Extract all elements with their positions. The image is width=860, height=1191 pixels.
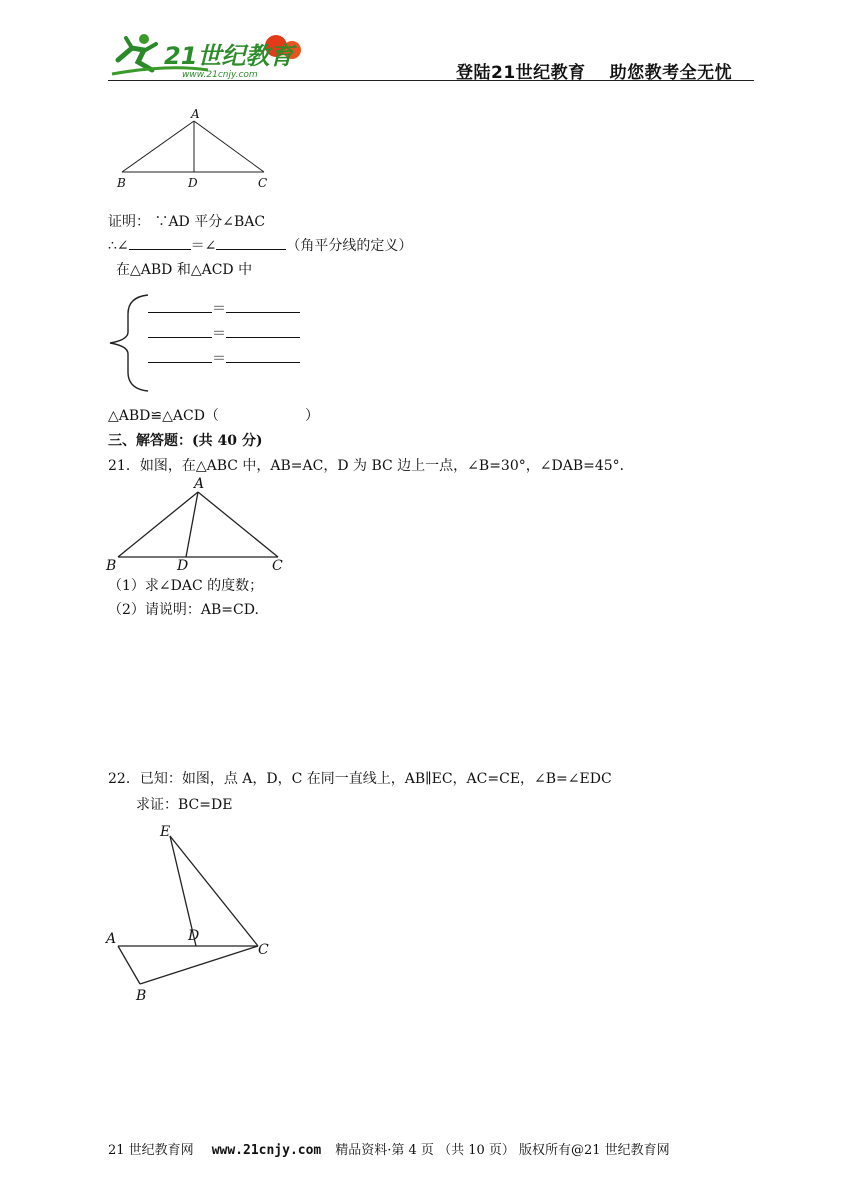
label-e: E bbox=[160, 824, 171, 840]
label-a: A bbox=[106, 931, 117, 947]
figure-triangle-abd bbox=[112, 106, 282, 196]
site-logo bbox=[108, 30, 308, 80]
footer-info: 精品资料·第 4 页 （共 10 页） 版权所有@21 世纪教育网 bbox=[335, 1143, 670, 1158]
label-b: B bbox=[106, 558, 117, 574]
q22-prove: 求证：BC=DE bbox=[136, 797, 233, 813]
figure-q21 bbox=[104, 476, 290, 576]
section-title: 三、解答题：(共 40 分) bbox=[108, 433, 263, 449]
q21-part-1: （1）求∠DAC 的度数； bbox=[108, 578, 264, 594]
q21-part-2: （2）请说明：AB=CD. bbox=[108, 602, 259, 618]
label-c: C bbox=[258, 176, 268, 190]
label-b: B bbox=[117, 176, 126, 190]
label-d: D bbox=[177, 558, 189, 574]
proof-conclusion: △ABD≌△ACD（ ） bbox=[108, 408, 319, 424]
slogan-right: 助您教考全无忧 bbox=[609, 63, 733, 83]
brace-icon bbox=[104, 292, 154, 394]
blank-angle-2[interactable] bbox=[216, 249, 286, 250]
label-d: D bbox=[188, 928, 200, 944]
label-d: D bbox=[188, 176, 198, 190]
label-a: A bbox=[194, 476, 205, 492]
proof-line-2: ∴∠ ＝∠ （角平分线的定义） bbox=[108, 238, 413, 254]
brace-row-1: ＝ bbox=[148, 298, 300, 318]
logo-url: www.21cnjy.com bbox=[182, 70, 258, 80]
blank-angle-1[interactable] bbox=[129, 249, 191, 250]
label-c: C bbox=[272, 558, 283, 574]
logo-text: 21世纪教育 bbox=[164, 42, 294, 70]
label-b: B bbox=[136, 988, 147, 1004]
brace-row-3: ＝ bbox=[148, 348, 300, 368]
q22-stem: 22．已知：如图，点 A，D，C 在同一直线上，AB∥EC，AC=CE，∠B=∠EDC bbox=[108, 771, 612, 787]
footer-link[interactable]: www.21cnjy.com bbox=[211, 1143, 322, 1158]
page-footer bbox=[108, 1139, 670, 1158]
label-c: C bbox=[258, 942, 269, 958]
figure-q22 bbox=[100, 820, 280, 1006]
label-a: A bbox=[191, 107, 200, 121]
slogan-left: 登陆21世纪教育 bbox=[456, 63, 586, 83]
brace-row-2: ＝ bbox=[148, 323, 300, 343]
header-rule bbox=[108, 80, 754, 81]
proof-line-1: 证明： ∵AD 平分∠BAC bbox=[108, 214, 266, 230]
q21-stem: 21．如图，在△ABC 中，AB=AC，D 为 BC 边上一点，∠B=30°，∠DAB=45°． bbox=[108, 458, 634, 474]
proof-line-3: 在△ABD 和△ACD 中 bbox=[116, 262, 253, 278]
footer-site: 21 世纪教育网 bbox=[108, 1143, 194, 1158]
